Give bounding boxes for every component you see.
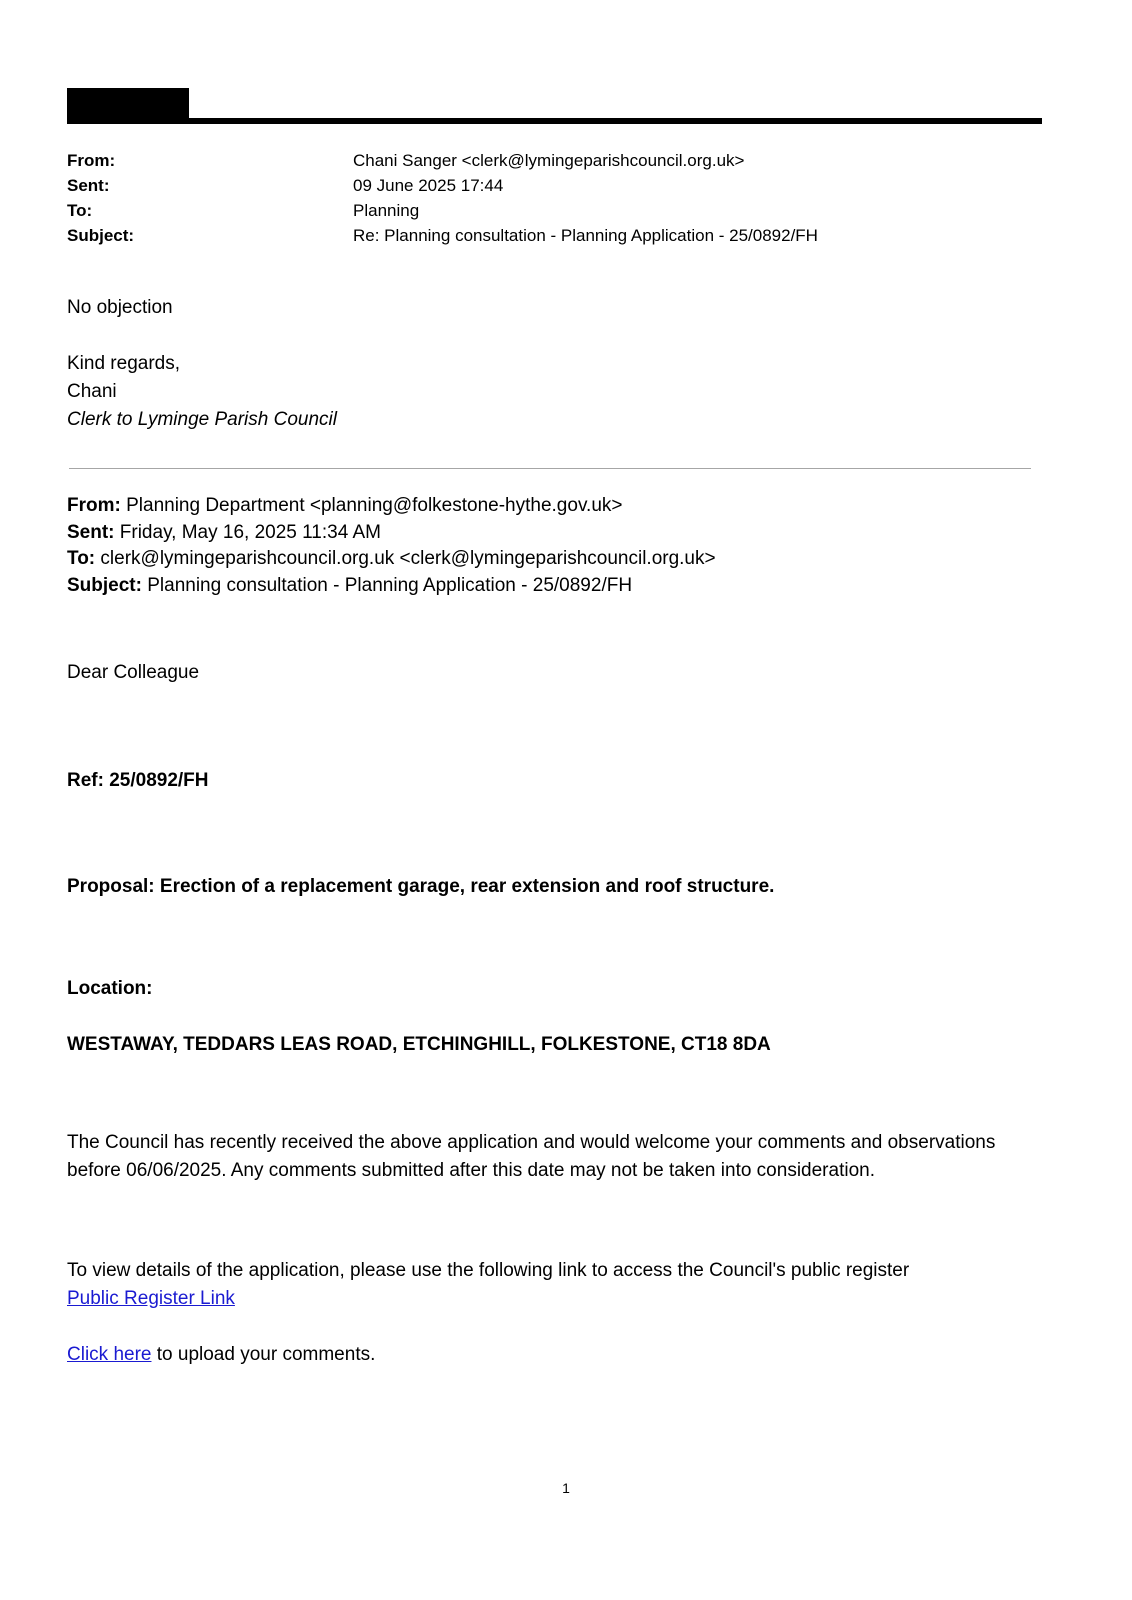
reply-role: Clerk to Lyminge Parish Council — [67, 409, 337, 430]
quoted-header-subject — [67, 573, 1042, 600]
register-paragraph: To view details of the application, please use the following link to access the Council's public register — [67, 1260, 910, 1281]
location-label: Location: — [67, 978, 153, 999]
quoted-header-from — [67, 493, 1042, 520]
header-label-subject: Subject: — [67, 226, 135, 245]
table-row — [67, 173, 818, 198]
proposal-text: Proposal: Erection of a replacement garage, rear extension and roof structure. — [67, 876, 775, 897]
quoted-header-to — [67, 546, 1042, 573]
header-label-to: To: — [67, 201, 93, 220]
location-value: WESTAWAY, TEDDARS LEAS ROAD, ETCHINGHILL, FOLKESTONE, CT18 8DA — [67, 1034, 771, 1055]
click-here-link[interactable]: Click here — [67, 1344, 152, 1365]
table-row — [67, 198, 818, 223]
header-label-from: From: — [67, 151, 116, 170]
email-header-table — [67, 148, 818, 248]
salutation: Dear Colleague — [67, 662, 200, 683]
upload-link-row — [67, 1341, 1042, 1369]
table-row — [67, 223, 818, 248]
quoted-label-from: From: — [67, 495, 121, 516]
quoted-value-from: Planning Department <planning@folkestone-hythe.gov.uk> — [126, 495, 623, 516]
quoted-divider — [69, 468, 1031, 469]
header-band — [67, 88, 1042, 130]
quoted-header-sent — [67, 520, 1042, 547]
header-rule — [67, 118, 1042, 124]
redaction-bar — [67, 88, 189, 118]
quoted-label-subject: Subject: — [67, 574, 142, 596]
document-content — [67, 88, 1042, 1369]
table-row — [67, 148, 818, 173]
quoted-value-to: clerk@lymingeparishcouncil.org.uk <clerk@lymingeparishcouncil.org.uk> — [100, 548, 716, 569]
page-number: 1 — [562, 1480, 570, 1496]
public-register-link-row — [67, 1285, 1042, 1313]
header-label-sent: Sent: — [67, 176, 110, 195]
quoted-label-to: To: — [67, 548, 96, 569]
reply-signoff: Kind regards, — [67, 353, 181, 374]
quoted-value-subject: Planning consultation - Planning Application - 25/0892/FH — [147, 574, 633, 596]
header-value-sent: 09 June 2025 17:44 — [353, 176, 504, 195]
quoted-label-sent: Sent: — [67, 521, 115, 543]
public-register-link[interactable]: Public Register Link — [67, 1288, 235, 1309]
upload-trailing-text: to upload your comments. — [151, 1344, 376, 1365]
application-ref: Ref: 25/0892/FH — [67, 770, 209, 791]
header-value-subject: Re: Planning consultation - Planning Application - 25/0892/FH — [353, 226, 818, 245]
reply-statement: No objection — [67, 297, 173, 318]
header-value-from: Chani Sanger <clerk@lymingeparishcouncil.org.uk> — [353, 151, 745, 170]
header-value-to: Planning — [353, 201, 420, 220]
comments-paragraph: The Council has recently received the above application and would welcome your comments and observations before 06/06/2025. Any comments submitted after this date may not be taken into consideration. — [67, 1132, 996, 1181]
reply-name: Chani — [67, 381, 117, 402]
quoted-value-sent: Friday, May 16, 2025 11:34 AM — [119, 521, 381, 543]
